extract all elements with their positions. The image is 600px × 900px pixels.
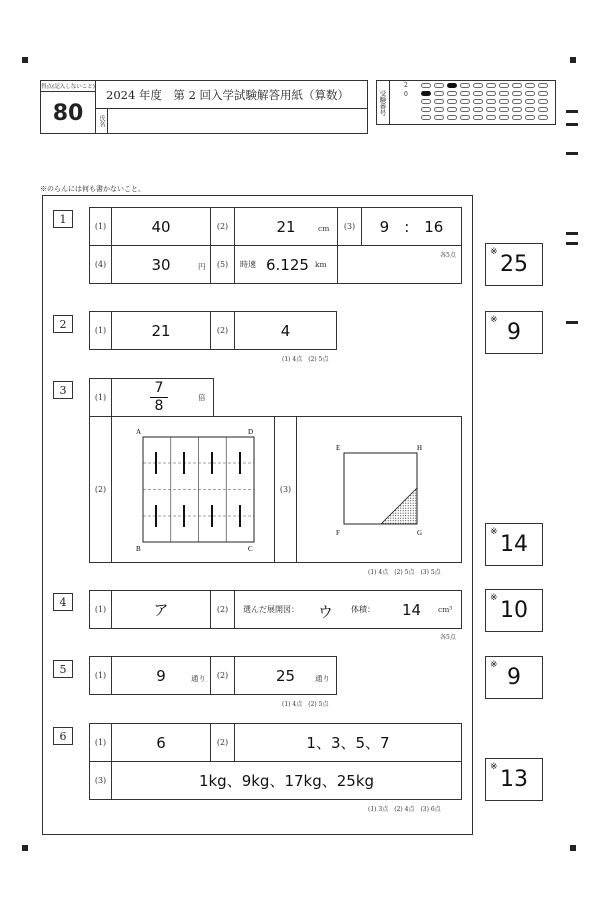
timing-mark <box>566 152 578 155</box>
exam-bubble[interactable] <box>447 99 457 104</box>
q3-1-unit: 倍 <box>198 393 206 402</box>
q1-1-label: (1) <box>90 208 112 245</box>
name-label: 氏名 <box>96 109 108 133</box>
q2-score: 9 <box>507 320 521 345</box>
q3-2-grid-figure <box>112 417 275 562</box>
exam-bubble[interactable] <box>473 115 483 120</box>
score-total-value: 80 <box>52 100 84 126</box>
registration-mark <box>570 57 576 63</box>
exam-bubble[interactable] <box>447 115 457 120</box>
q6-score-box <box>485 758 543 801</box>
q6-1-label: (1) <box>90 724 112 761</box>
q2-2-answer[interactable]: 4 <box>280 321 291 340</box>
question-number-3: 3 <box>53 381 73 399</box>
q1-5-answer-cell[interactable] <box>235 246 338 283</box>
q4-2-prefix: 選んだ展開図： <box>243 605 299 614</box>
exam-bubble[interactable] <box>473 99 483 104</box>
exam-bubble[interactable] <box>525 99 535 104</box>
timing-mark <box>566 242 578 245</box>
exam-bubble[interactable] <box>421 83 431 88</box>
exam-bubble[interactable] <box>447 107 457 112</box>
corner-c: C <box>248 545 253 553</box>
exam-bubble[interactable] <box>473 91 483 96</box>
q4-2-answer: ウ <box>318 603 334 621</box>
exam-bubble[interactable] <box>460 83 470 88</box>
q4-1-answer[interactable]: ア <box>112 591 211 628</box>
exam-bubble[interactable] <box>525 91 535 96</box>
q6-3-label: (3) <box>90 762 112 799</box>
q4-2-answer-cell[interactable] <box>235 591 461 628</box>
exam-number-bubbles[interactable] <box>421 83 553 123</box>
q4-volume-label: 体積： <box>351 605 375 614</box>
q6-score: 13 <box>500 767 528 792</box>
q1-score: 25 <box>500 252 528 277</box>
q1-5-label: (5) <box>211 246 235 283</box>
exam-bubble[interactable] <box>434 107 444 112</box>
registration-mark <box>22 845 28 851</box>
q3-3-square-figure <box>297 417 461 562</box>
question-number-1: 1 <box>53 210 73 228</box>
exam-bubble[interactable] <box>486 107 496 112</box>
question-number-5: 5 <box>53 660 73 678</box>
corner-h: H <box>417 444 423 452</box>
q1-points: 各5点 <box>440 252 456 259</box>
exam-bubble[interactable] <box>434 91 444 96</box>
exam-bubble[interactable] <box>538 83 548 88</box>
q2-score-box <box>485 311 543 354</box>
exam-bubble[interactable] <box>499 83 509 88</box>
corner-b: B <box>136 545 141 553</box>
exam-bubble[interactable] <box>538 107 548 112</box>
name-field[interactable] <box>109 109 366 133</box>
exam-bubble[interactable] <box>460 91 470 96</box>
score-mark: ※ <box>490 315 498 325</box>
q5-1-answer[interactable]: 9 <box>112 657 211 694</box>
exam-bubble[interactable] <box>525 83 535 88</box>
q4-volume-unit: cm³ <box>438 605 453 614</box>
exam-bubble[interactable] <box>434 83 444 88</box>
q3-1-denominator: 8 <box>154 398 164 414</box>
exam-bubble[interactable] <box>460 107 470 112</box>
corner-e: E <box>336 444 341 452</box>
exam-bubble[interactable] <box>499 107 509 112</box>
exam-bubble[interactable] <box>525 107 535 112</box>
timing-mark <box>566 232 578 235</box>
q3-1-numerator: 7 <box>154 380 164 396</box>
q2-answer-table <box>89 311 337 350</box>
q1-2-unit: cm <box>318 224 330 233</box>
exam-bubble[interactable] <box>421 91 431 96</box>
timing-mark <box>566 110 578 113</box>
exam-digit-1: 2 <box>404 82 408 89</box>
q5-answer-table <box>89 656 337 695</box>
q2-2-label: (2) <box>211 312 235 349</box>
registration-mark <box>22 57 28 63</box>
q5-score: 9 <box>507 665 521 690</box>
corner-a: A <box>136 428 142 436</box>
exam-bubble[interactable] <box>512 107 522 112</box>
q3-score: 14 <box>500 532 528 557</box>
exam-bubble[interactable] <box>512 91 522 96</box>
score-mark: ※ <box>490 762 498 772</box>
q5-1-label: (1) <box>90 657 112 694</box>
q3-2-label: (2) <box>90 417 112 562</box>
score-mark: ※ <box>490 247 498 257</box>
q5-2-unit: 通り <box>315 674 330 683</box>
q4-1-label: (1) <box>90 591 112 628</box>
exam-number-box <box>376 80 556 125</box>
exam-bubble[interactable] <box>538 115 548 120</box>
q1-2-answer[interactable]: 21 <box>235 208 338 245</box>
exam-bubble[interactable] <box>486 99 496 104</box>
score-mark: ※ <box>490 593 498 603</box>
exam-number-label: 受験番号 <box>377 81 390 124</box>
corner-g: G <box>417 529 423 537</box>
q5-score-box <box>485 656 543 699</box>
exam-bubble[interactable] <box>486 115 496 120</box>
exam-digit-2: 0 <box>404 91 408 98</box>
q4-points: 各5点 <box>440 634 456 641</box>
exam-bubble[interactable] <box>499 115 509 120</box>
exam-bubble[interactable] <box>460 99 470 104</box>
title-name-box <box>95 80 368 134</box>
score-mark: ※ <box>490 660 498 670</box>
exam-bubble[interactable] <box>512 83 522 88</box>
exam-bubble[interactable] <box>473 107 483 112</box>
exam-bubble[interactable] <box>447 83 457 88</box>
q4-score: 10 <box>500 598 528 623</box>
exam-bubble[interactable] <box>421 107 431 112</box>
q6-answer-table <box>89 723 462 800</box>
q1-5-answer: 6.125 <box>266 256 309 274</box>
score-total-box <box>40 80 96 134</box>
q1-score-box <box>485 243 543 286</box>
q1-3-label: (3) <box>338 208 362 245</box>
page-title: 2024 年度 第 2 回入学試験解答用紙（算数） <box>106 88 350 102</box>
q1-4-unit: 円 <box>198 262 206 271</box>
q4-volume: 14 <box>402 601 422 619</box>
exam-bubble[interactable] <box>434 99 444 104</box>
corner-f: F <box>336 529 340 537</box>
registration-mark <box>570 845 576 851</box>
q5-2-answer[interactable]: 25 <box>275 666 296 685</box>
q4-score-box <box>485 589 543 632</box>
timing-mark <box>566 321 578 324</box>
exam-bubble[interactable] <box>499 91 509 96</box>
q3-points: (1) 4点 (2) 5点 (3) 5点 <box>368 569 441 576</box>
score-mark: ※ <box>490 527 498 537</box>
q3-2-answer-cell[interactable] <box>112 417 275 562</box>
q6-3-answer[interactable]: 1kg、9kg、17kg、25kg <box>198 772 375 790</box>
exam-bubble[interactable] <box>512 99 522 104</box>
q4-answer-table <box>89 590 462 629</box>
q3-1-label: (1) <box>90 379 112 416</box>
q3-1-answer[interactable] <box>112 379 213 416</box>
q1-5-unit: km <box>315 260 327 269</box>
q4-2-label: (2) <box>211 591 235 628</box>
q2-1-answer[interactable]: 21 <box>112 312 211 349</box>
timing-mark <box>566 123 578 126</box>
q2-1-label: (1) <box>90 312 112 349</box>
question-number-6: 6 <box>53 727 73 745</box>
q3-3-answer-cell[interactable] <box>297 417 461 562</box>
q5-2-label: (2) <box>211 657 235 694</box>
q1-4-answer[interactable]: 30 <box>112 246 211 283</box>
corner-d: D <box>248 428 254 436</box>
exam-bubble[interactable] <box>421 99 431 104</box>
q6-2-answer[interactable]: 1、3、5、7 <box>306 734 390 752</box>
exam-bubble[interactable] <box>460 115 470 120</box>
q1-5-prefix: 時速 <box>240 260 256 269</box>
q6-1-answer[interactable]: 6 <box>112 724 211 761</box>
exam-bubble[interactable] <box>538 99 548 104</box>
question-number-2: 2 <box>53 315 73 333</box>
exam-bubble[interactable] <box>499 99 509 104</box>
question-number-4: 4 <box>53 593 73 611</box>
q5-points: (1) 4点 (2) 5点 <box>282 701 329 708</box>
q6-2-label: (2) <box>211 724 235 761</box>
q5-1-unit: 通り <box>191 674 206 683</box>
q1-answer-table <box>89 207 462 284</box>
q1-1-answer[interactable]: 40 <box>112 208 211 245</box>
q1-4-label: (4) <box>90 246 112 283</box>
exam-bubble[interactable] <box>486 83 496 88</box>
exam-bubble[interactable] <box>512 115 522 120</box>
exam-bubble[interactable] <box>447 91 457 96</box>
exam-bubble[interactable] <box>473 83 483 88</box>
q3-score-box <box>485 523 543 566</box>
q3-1-table <box>89 378 214 417</box>
q1-2-label: (2) <box>211 208 235 245</box>
q3-3-label: (3) <box>275 417 297 562</box>
exam-bubble[interactable] <box>486 91 496 96</box>
exam-bubble[interactable] <box>434 115 444 120</box>
q1-3-answer[interactable]: 9 : 16 <box>379 218 444 236</box>
notice-text: ※のらんには何も書かないこと。 <box>40 185 145 193</box>
q3-figures-table <box>89 416 462 563</box>
q2-points: (1) 4点 (2) 5点 <box>282 356 329 363</box>
score-total-label: 得点(記入しないこと) <box>41 81 95 92</box>
exam-bubble[interactable] <box>421 115 431 120</box>
exam-bubble[interactable] <box>538 91 548 96</box>
exam-bubble[interactable] <box>525 115 535 120</box>
q6-points: (1) 3点 (2) 4点 (3) 6点 <box>368 806 441 813</box>
